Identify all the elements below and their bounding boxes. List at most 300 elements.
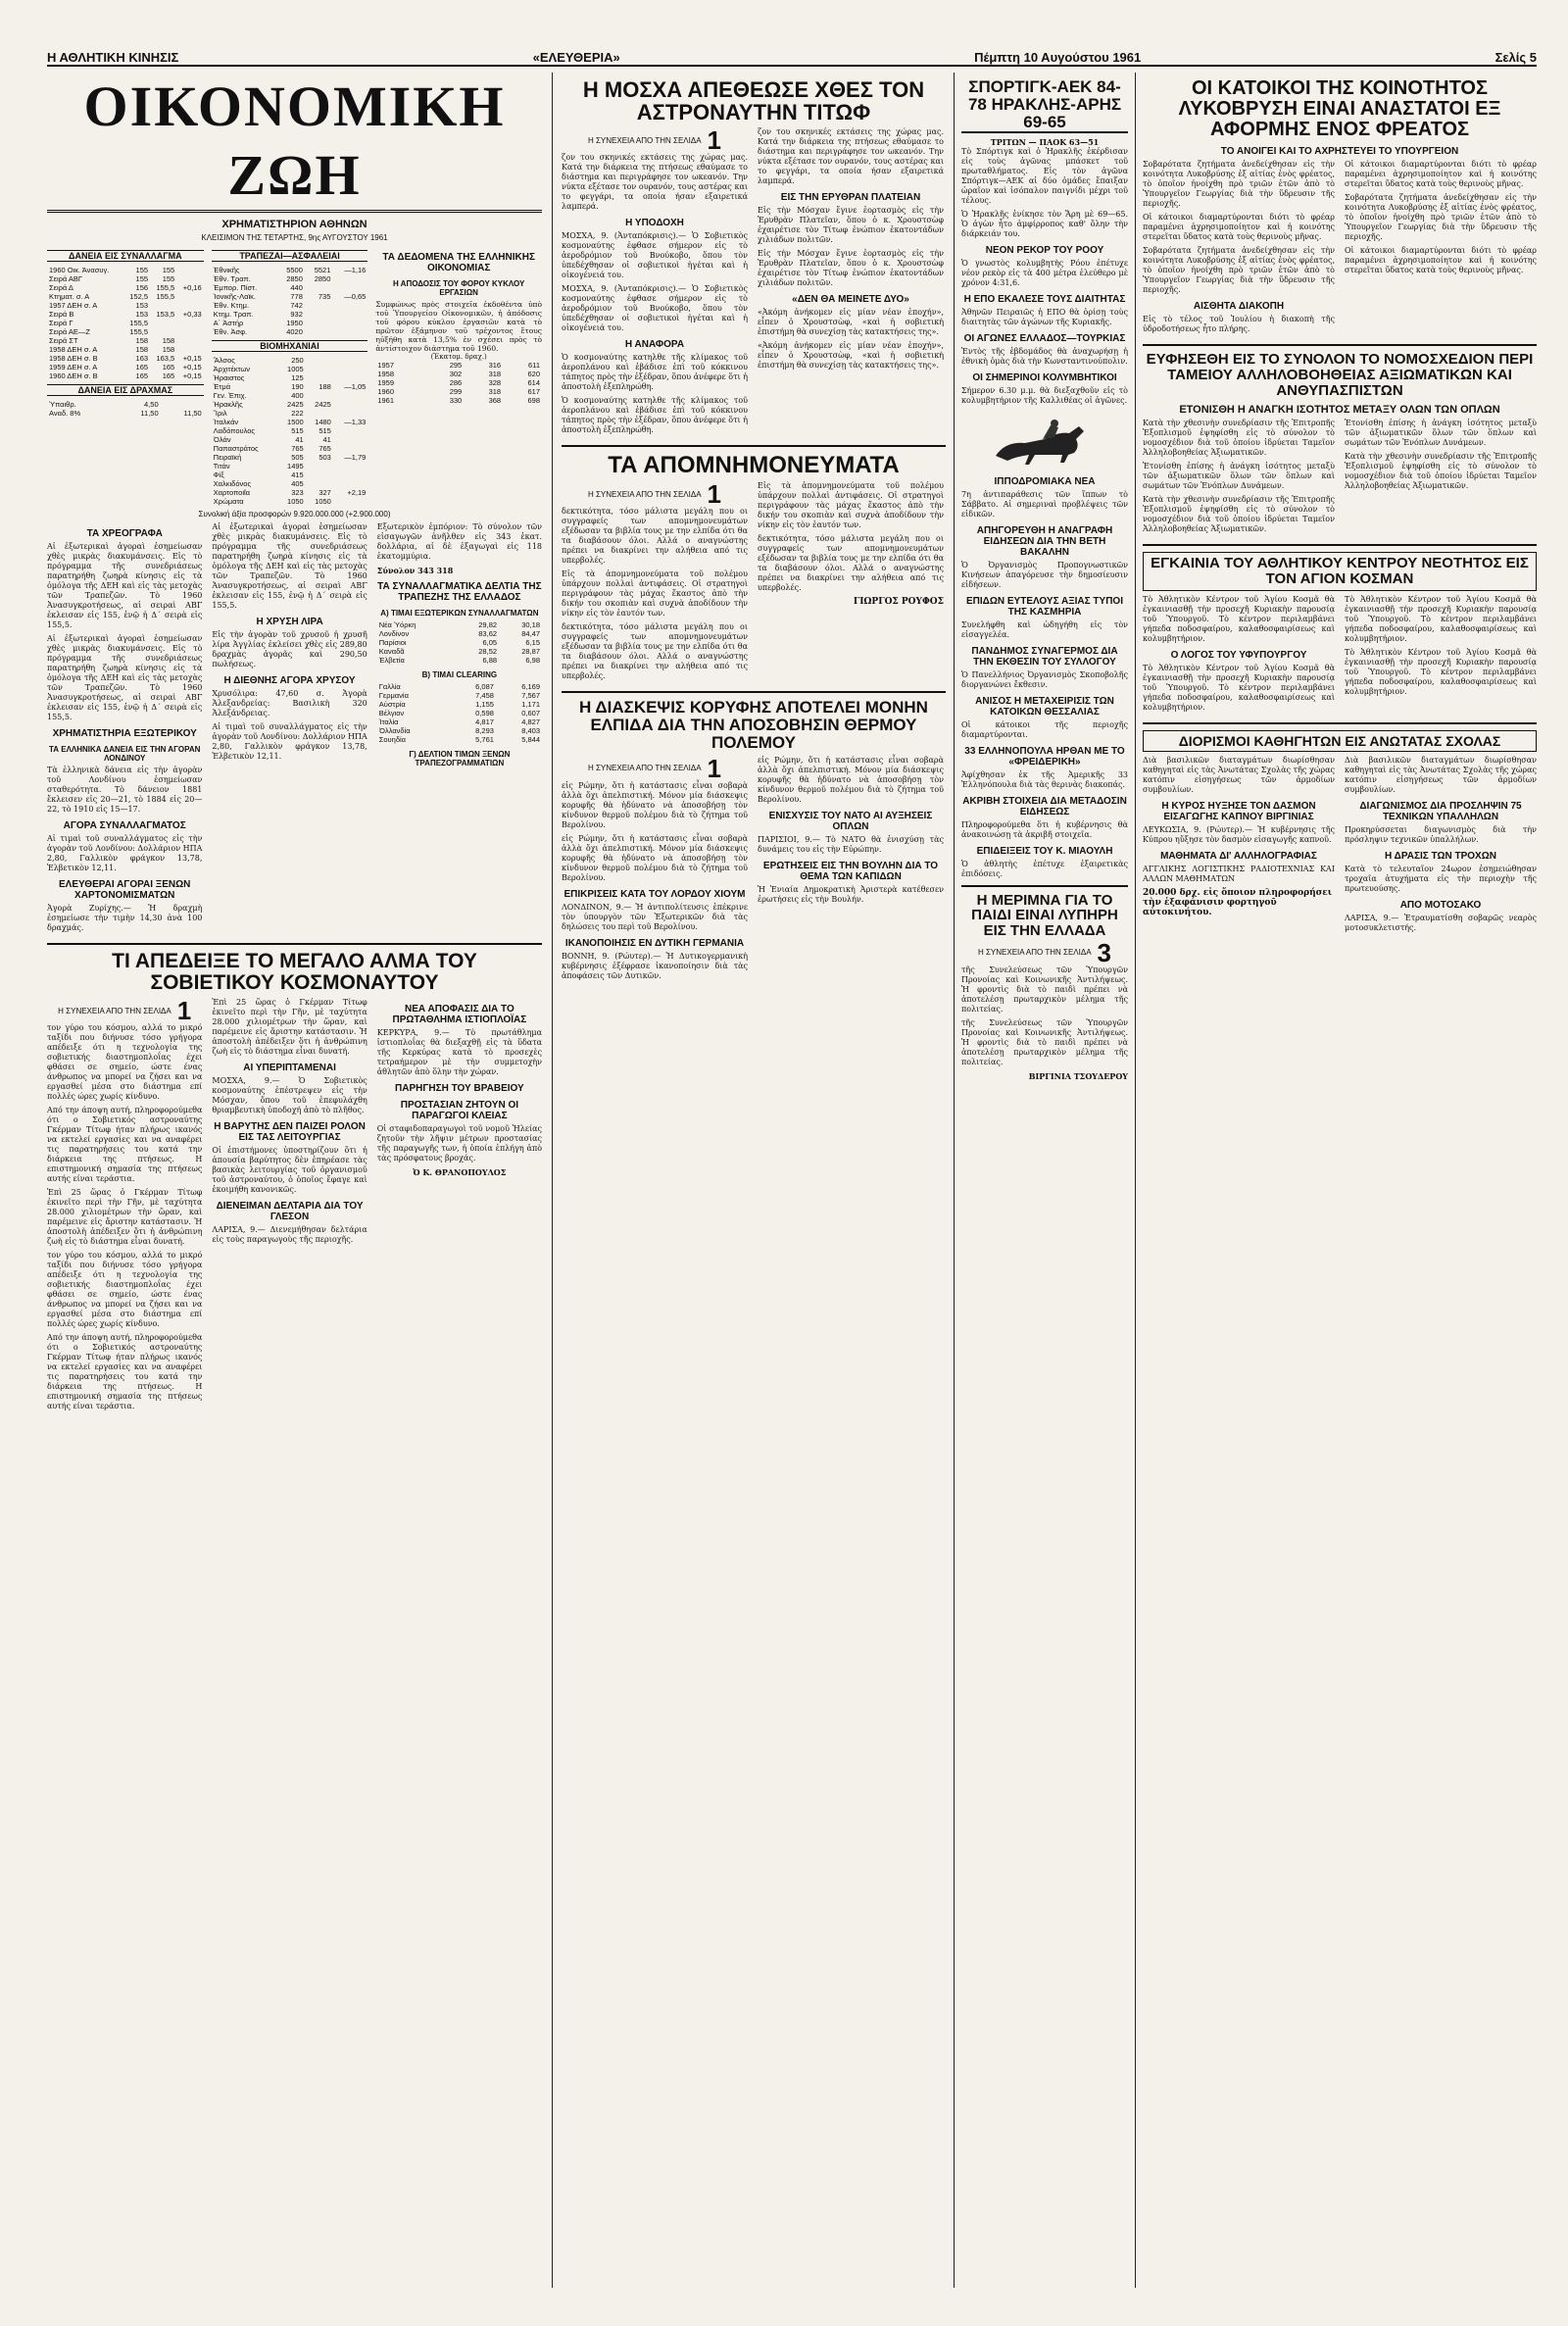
- industry-row: [212, 444, 368, 453]
- appointments-col-b: [1345, 756, 1537, 937]
- table-value-cell: 2850: [286, 274, 303, 283]
- moped-text: ΛΑΡΙΣΑ, 9.— Ἐτραυματίσθη σοβαρῶς νεαρὸς μοτοσυκλετιστής.: [1345, 914, 1537, 933]
- table-value-cell: +0,15: [182, 363, 202, 371]
- masthead-paper-name: «ΕΛΕΥΘΕΡΙΑ»: [532, 50, 620, 65]
- moscow-col-a: [562, 127, 748, 439]
- protest-headline: ΠΡΟΣΤΑΣΙΑΝ ΖΗΤΟΥΝ ΟΙ ΠΑΡΑΓΩΓΟΙ ΚΛΕΙΑΣ: [400, 1100, 518, 1122]
- prize-headline: ΠΑΡΗΓΗΣΗ ΤΟΥ ΒΡΑΒΕΙΟΥ: [395, 1083, 524, 1095]
- table-value-cell: 0,607: [521, 709, 541, 718]
- table-label-cell: Σειρά Γ: [49, 319, 74, 327]
- cosmo-body: [47, 998, 542, 1415]
- table-label-cell: Ὑπαιθρ.: [49, 400, 76, 409]
- table-label-cell: Γεν. Ἐπιχ.: [213, 391, 247, 400]
- table-label-cell: Ἐμπορ. Πίστ.: [213, 283, 258, 292]
- drachma-data-table: [47, 400, 204, 418]
- industry-row: [212, 365, 368, 373]
- loan-row: [47, 274, 204, 283]
- table-value-cell: —0,65: [344, 292, 367, 301]
- table-value-cell: 5,844: [521, 735, 541, 744]
- table-label-cell: Σειρά Β: [49, 310, 74, 319]
- moscow-text-1b: ζον του σκηνικές εκτάσεις της χώρας μας. Κατά την διάρκεια της πτήσεως εθαύμασε το διάστημα και περιγράφησε τον ωκεανόν. Την νύκτα εξέτασε τον ουρανόν, τους αστέρας και το φεγγάρι, τα οποία ήσαν εξαιρετικά λαμπερά.: [758, 127, 944, 186]
- residents-body: [1143, 160, 1537, 338]
- sports-sail-headline: ΝΕΑ ΑΠΟΦΑΣΙΣ ΔΙΑ ΤΟ ΠΡΩΤΑΘΛΗΜΑ ΙΣΤΙΟΠΛΟΪΑΣ: [392, 1004, 527, 1026]
- ext-markets-subhead: ΤΑ ΕΛΛΗΝΙΚΑ ΔΑΝΕΙΑ ΕΙΣ ΤΗΝ ΑΓΟΡΑΝ ΛΟΝΔΙΝΟΥ: [48, 745, 201, 763]
- sports-sub5: ΙΠΠΟΔΡΟΜΙΑΚΑ ΝΕΑ: [994, 475, 1096, 487]
- table-value-cell: +0,33: [182, 310, 202, 319]
- table-value-cell: 41: [322, 435, 331, 444]
- table-value-cell: 1050: [315, 497, 331, 506]
- moscow-body: [562, 127, 946, 439]
- table-label-cell: Βέλγιον: [378, 709, 405, 718]
- cosmo-sub1-text: ΜΟΣΧΑ, 9.— Ὁ Σοβιετικὸς κοσμοναύτης ἐπέστρεψεν εἰς τὴν Μόσχαν, ὅπου τοῦ ἐπεφυλάχθη θριαμβευτικὴ ὑποδοχή ἀπὸ τὸ πλῆθος.: [212, 1076, 368, 1115]
- memoirs-body: [562, 481, 946, 685]
- industry-row: [212, 470, 368, 479]
- sports-center-headline: ΕΓΚΑΙΝΙΑ ΤΟΥ ΑΘΛΗΤΙΚΟΥ ΚΕΝΤΡΟΥ ΝΕΟΤΗΤΟΣ ΕΙΣ ΤΟΝ ΑΓΙΟΝ ΚΟΣΜΑΝ: [1143, 552, 1537, 591]
- table-value-cell: 2425: [287, 400, 304, 409]
- cosmo-sub1: ΑΙ ΥΠΕΡΙΠΤΑΜΕΝΑΙ: [243, 1063, 336, 1074]
- table-value-cell: 286: [449, 378, 463, 387]
- table-value-cell: 153: [135, 310, 149, 319]
- sports-sub6-text: Ὁ Ὀργανισμὸς Προπογνωστικῶν Κινήσεων ἀπαγόρευσε τὴν δημοσίευσιν εἰδήσεων.: [961, 560, 1128, 589]
- table-label-cell: Ἡραιστος: [213, 373, 245, 382]
- table-value-cell: 735: [318, 292, 331, 301]
- section-divider: [562, 445, 946, 447]
- bank-row: [212, 274, 368, 283]
- table-value-cell: 155: [162, 266, 175, 274]
- cosmo-col-b: [212, 998, 367, 1415]
- loan-row: [47, 292, 204, 301]
- sports-sub12: ΕΠΙΔΕΙΞΕΙΣ ΤΟΥ Κ. ΜΙΑΟΥΛΗ: [976, 845, 1113, 857]
- sports-sub11: ΑΚΡΙΒΗ ΣΤΟΙΧΕΙΑ ΔΙΑ ΜΕΤΑΔΟΣΙΝ ΕΙΔΗΣΕΩΣ: [962, 795, 1127, 817]
- sports-sub2: Η ΕΠΟ ΕΚΑΛΕΣΕ ΤΟΥΣ ΔΙΑΙΤΗΤΑΣ: [963, 293, 1126, 305]
- table-value-cell: 6,087: [475, 682, 494, 691]
- table-label-cell: Πειραϊκή: [213, 453, 242, 462]
- table-label-cell: 1959: [377, 378, 395, 387]
- memoirs-text-2: Εἰς τὰ ἀπομνημονεύματα τοῦ πολέμου ὑπάρχουν πολλαὶ ἀντιφάσεις. Οἱ στρατηγοὶ περιγράφουν τὰς μάχας ἕκαστος ἀπὸ τὴν δικήν του σκοπιὰν καὶ συχνὰ ἀποδίδουν τὴν νίκην εἰς τὸν ἑαυτόν των.: [562, 569, 748, 619]
- summit-text: εἰς Ρώμην, ὅτι ἡ κατάστασις εἶναι σοβαρὰ ἀλλὰ ὄχι ἀπελπιστική. Μόνον μία διάσκεψις κορυφῆς θὰ ἠδύνατο νὰ ἀποσοβήσῃ τὸν κίνδυνον θερμοῦ πολέμου διὰ τὸ ζήτημα τοῦ Βερολίνου.: [562, 780, 748, 829]
- clearing-row: [377, 682, 542, 691]
- table-value-cell: 328: [488, 378, 502, 387]
- moscow-sub2: Η ΥΠΟΔΟΧΗ: [625, 218, 684, 229]
- moped-headline: ΑΠΟ ΜΟΤΟΣΑΚΟ: [1399, 900, 1482, 912]
- econ-data-text: Συμφώνως πρὸς στοιχεῖα ἐκδοθέντα ὑπὸ τοῦ Ὑπουργείου Οἰκονομικῶν, ἡ ἀπόδοσις τοῦ φόρου κύκλου ἐργασιῶν κατὰ τὸ πρῶτον ἑξάμηνον τοῦ τρέχοντος ἔτους ηὐξήθη κατὰ 13,5% ἐν σχέσει πρὸς τὸ ἀντίστοιχον διάστημα τοῦ 1960.: [375, 300, 542, 353]
- memoirs-continuation: [562, 479, 748, 510]
- table-value-cell: 316: [488, 361, 502, 370]
- sports-text-2: Ὁ Ἡρακλῆς ἐνίκησε τὸν Ἄρη μὲ 69—65. Ὁ ἀγὼν ἦτο ἀμφίρροπος καθ' ὅλην τὴν διάρκειάν του.: [961, 209, 1128, 238]
- table-value-cell: 165: [162, 371, 175, 380]
- table-label-cell: Ἴριλ: [213, 409, 227, 418]
- table-label-cell: Ἰταλία: [378, 718, 399, 726]
- table-value-cell: 8,403: [521, 726, 541, 735]
- table-value-cell: 318: [488, 370, 502, 378]
- table-value-cell: —1,33: [344, 418, 367, 426]
- table-value-cell: 155: [135, 274, 149, 283]
- stock-text-b: Αἱ ἐξωτερικαὶ ἀγοραὶ ἐσημείωσαν χθὲς μικρὰς διακυμάνσεις. Εἰς τὸ πρόγραμμα τῆς συνεδριάσεως παρατηρήθη ζωηρὰ κίνησις εἰς τὰ ὁμόλογα τῆς ΔΕΗ καὶ εἰς τὰς μετοχὰς τῶν Τραπεζῶν. Τὸ 1960 Ἀνασυγκροτήσεως, αἱ σειραὶ ΑΒΓ ἐκλεισαν εἰς 155, ἐνῷ ἡ Δ΄ σειρὰ εἰς 155,5.: [212, 522, 368, 610]
- table-value-cell: 327: [318, 488, 331, 497]
- table-label-cell: Χρώματα: [213, 497, 244, 506]
- loan-row: [47, 266, 204, 274]
- residents-text-1b: Σοβαρότατα ζητήματα ἀνεδείχθησαν εἰς τὴν κοινότητα Λυκοβρύσης ἐξ αἰτίας ἑνὸς φρέατος, τὸ ὁποῖον ἠνοίχθη πρὸ τριῶν ἐτῶν ἀπὸ τὸ Ὑπουργεῖον Γεωργίας διὰ τὴν ὕδρευσιν τῆς περιοχῆς.: [1143, 246, 1335, 294]
- sports-sub9: ΑΝΙΣΟΣ Η ΜΕΤΑΧΕΙΡΙΣΙΣ ΤΩΝ ΚΑΤΟΙΚΩΝ ΘΕΣΣΑΛΙΑΣ: [975, 695, 1114, 718]
- economy-col-b: [212, 522, 367, 937]
- cosmo-sub3-text: ΛΑΡΙΣΑ, 9.— Διενεμήθησαν δελτάρια εἰς τοὺς παραγωγοὺς τῆς περιοχῆς.: [212, 1225, 368, 1245]
- industry-row: [212, 356, 368, 365]
- sports-headline: ΣΠΟΡΤΙΓΚ-ΑΕΚ 84-78 ΗΡΑΚΛΗΣ-ΑΡΗΣ 69-65: [961, 78, 1128, 133]
- cosmo-sub2: Η ΒΑΡΥΤΗΣ ΔΕΝ ΠΑΙΖΕΙ ΡΟΛΟΝ ΕΙΣ ΤΑΣ ΛΕΙΤΟΥΡΓΙΑΣ: [214, 1121, 366, 1144]
- bank-row: [212, 327, 368, 336]
- traffic-headline: Η ΔΡΑΣΙΣ ΤΩΝ ΤΡΟΧΩΝ: [1385, 851, 1496, 863]
- table-value-cell: 6,169: [521, 682, 541, 691]
- table-value-cell: 2425: [315, 400, 331, 409]
- moscow-sub4-text-b: «Ἀκόμη ἀνήκομεν εἰς μίαν νέαν ἐποχήν», εἶπεν ὁ Χρουστσὼφ, «καὶ ἡ σοβιετικὴ ἐπιστήμη θὰ συνεχίσῃ τὰς κατακτήσεις της».: [758, 341, 944, 371]
- section-divider: [1143, 344, 1537, 346]
- industry-row: [212, 462, 368, 470]
- econ-table-unit: (Ἑκατομ. δραχ.): [430, 353, 487, 361]
- column-rule: [1135, 73, 1136, 2288]
- cosmo-text-1: τον γύρο του κόσμου, αλλά το μικρό ταξίδι που διήνυσε τόσο γρήγορα απέδειξε ότι η τεχνολογία της σοβιετικής διαστημοπλοΐας έχει φθάσει σε σημείο, ώστε ένας άνθρωπος να μπορεί να ζήσει και να εργασθεί μέσα στο διάστημα επί πολλές ώρες χωρίς κίνδυνο.: [47, 1023, 203, 1102]
- table-value-cell: 302: [449, 370, 463, 378]
- econ-sum: Σύνολον 343 318: [376, 566, 454, 575]
- ext-markets-text: Τὰ ἑλληνικὰ δάνεια εἰς τὴν ἀγορὰν τοῦ Λονδίνου ἐσημείωσαν σταθερότητα. Τὸ δάνειον 1881 ἔκλεισεν εἰς 20—21, τὸ 1884 εἰς 20—22, τὸ 1910 εἰς 15—17.: [47, 766, 203, 814]
- memoirs-cont-label: Η ΣΥΝΕΧΕΙΑ ΑΠΟ ΤΗΝ ΣΕΛΙΔΑ: [587, 489, 702, 499]
- child-care-cont-page: 3: [1097, 937, 1112, 967]
- exchange-title: ΧΡΗΜΑΤΙΣΤΗΡΙΟΝ ΑΘΗΝΩΝ: [221, 219, 368, 230]
- clearing-row: [377, 691, 542, 700]
- table-label-cell: Χαλκιδόνος: [213, 479, 252, 488]
- sports-center-col-a: [1143, 595, 1335, 717]
- table-value-cell: 4020: [286, 327, 303, 336]
- summit-sub4-text: Ἡ Ἑνιαία Δημοκρατικὴ Ἀριστερὰ κατέθεσεν ἐρωτήσεις εἰς τὴν Βουλήν.: [758, 884, 944, 904]
- summit-cont-page: 1: [707, 753, 722, 783]
- sports-sub7: ΕΠΙΔΩΝ ΕΥΤΕΛΟΥΣ ΑΞΙΑΣ ΤΥΠΟΙ ΤΗΣ ΚΑΣΜΗΡΙΑ: [966, 595, 1123, 618]
- moscow-sub1-text-b: Εἰς τὴν Μόσχαν ἔγινε ἑορτασμὸς εἰς τὴν Ἐρυθρὰν Πλατεῖαν, ὅπου ὁ κ. Χρουστσὼφ ἐχαιρέτισε τὸν Τίτωφ ἐνώπιον ἑκατοντάδων χιλιάδων πολιτῶν.: [758, 249, 944, 288]
- child-care-continuation: [961, 937, 1128, 967]
- free-markets-text: Ἀγορὰ Ζυρίχης.— Ἡ δραχμὴ ἐσημείωσε τὴν τιμὴν 14,30 ἀνὰ 100 δραχμάς.: [47, 904, 203, 932]
- moscow-cont-page: 1: [707, 125, 722, 156]
- clearing-row: [377, 726, 542, 735]
- summit-body: [562, 753, 946, 985]
- table-value-cell: 1005: [287, 365, 304, 373]
- table-value-cell: 28,52: [478, 647, 498, 656]
- table-value-cell: 250: [291, 356, 304, 365]
- table-value-cell: 614: [527, 378, 540, 387]
- table-value-cell: 155,5: [129, 327, 149, 336]
- table-value-cell: 5521: [314, 266, 331, 274]
- table-value-cell: +0,15: [182, 354, 202, 363]
- loan-row: [47, 336, 204, 345]
- moscow-sub3-text: Ὁ κοσμοναύτης κατηλθε τῆς κλίμακος τοῦ ἀεροπλάνου καὶ ἐβάδισε ἐπὶ τοῦ κόκκινου τάπητος πρὸς τὴν ἐξέδραν, ὅπου ἀνέφερε ὅτι ἡ ἀποστολὴ ἐξεπληρώθη.: [562, 353, 748, 392]
- memoirs-byline: ΓΙΩΡΓΟΣ ΡΟΥΦΟΣ: [853, 597, 944, 608]
- table-value-cell: 1,155: [475, 700, 494, 709]
- traffic-text: Κατὰ τὸ τελευταῖον 24ωρον ἐσημειώθησαν τροχαῖα ἀτυχήματα εἰς τὴν περιοχὴν τῆς πρωτευούσης.: [1345, 865, 1537, 894]
- table-value-cell: 190: [291, 382, 304, 391]
- memoirs-text-2b: Εἰς τὰ ἀπομνημονεύματα τοῦ πολέμου ὑπάρχουν πολλαὶ ἀντιφάσεις. Οἱ στρατηγοὶ περιγράφουν τὰς μάχας ἕκαστος ἀπὸ τὴν δικήν του σκοπιὰν καὶ συχνὰ ἀποδίδουν τὴν νίκην εἰς τὸν ἑαυτόν των.: [758, 481, 944, 530]
- fund-body: [1143, 419, 1537, 538]
- table-value-cell: 83,62: [478, 629, 498, 638]
- child-care-byline: ΒΙΡΓΙΝΙΑ ΤΣΟΥΔΕΡΟΥ: [1028, 1070, 1128, 1081]
- table-value-cell: 156: [135, 283, 149, 292]
- economy-title: ΟΙΚΟΝΟΜΙΚΗ ΖΩΗ: [47, 73, 542, 213]
- sports-center-text-b: Τὸ Ἀθλητικὸν Κέντρον τοῦ Ἁγίου Κοσμᾶ θὰ ἐγκαινιασθῇ τὴν προσεχῆ Κυριακὴν παρουσίᾳ τοῦ Ὑπουργοῦ. Τὸ κέντρον περιλαμβάνει γήπεδα ποδοσφαίρου, καλαθοσφαιρίσεως καὶ κολυμβητήριον.: [1143, 663, 1335, 712]
- table-label-cell: Κτημ. Τραπ.: [213, 310, 254, 319]
- rate-row: [377, 620, 542, 629]
- table-value-cell: 295: [449, 361, 463, 370]
- page-masthead: [47, 39, 1537, 67]
- summit-continuation: [562, 753, 748, 783]
- table-value-cell: 400: [291, 391, 304, 400]
- fx-text-b: Αἱ τιμαὶ τοῦ συναλλάγματος εἰς τὴν ἀγορὰν τοῦ Λονδίνου: Δολλάριον ΗΠΑ 2,80, Γαλλικὸν φράγκον 13,78, Ἑλβετικὸν 12,11.: [212, 722, 368, 761]
- section-divider: [47, 943, 542, 945]
- econ-row: [375, 361, 542, 370]
- table-value-cell: 153: [135, 301, 149, 310]
- fund-text-2: Ἐτονίσθη ἐπίσης ἡ ἀνάγκη ἰσότητος μεταξὺ τῶν ἀξιωματικῶν ὅλων τῶν ὅπλων καὶ σωμάτων τῶν Ἐνόπλων Δυνάμεων.: [1143, 462, 1335, 491]
- loans-header: ΔΑΝΕΙΑ ΕΙΣ ΣΥΝΑΛΛΑΓΜΑ: [47, 250, 204, 262]
- sports-sub10: 33 ΕΛΛΗΝΟΠΟΥΛΑ ΗΡΘΑΝ ΜΕ ΤΟ «ΦΡΕΙΔΕΡΙΚΗ»: [964, 745, 1125, 767]
- table-value-cell: 165: [162, 363, 175, 371]
- fx-text: Αἱ τιμαὶ τοῦ συναλλάγματος εἰς τὴν ἀγορὰν τοῦ Λονδίνου: Δολλάριον ΗΠΑ 2,80, Γαλλικὸν φράγκον 13,78, Ἑλβετικὸν 12,11.: [47, 834, 203, 872]
- table-label-cell: Σειρά ΑΕ—Ζ: [49, 327, 91, 336]
- table-label-cell: Παρίσιοι: [378, 638, 407, 647]
- moscow-sub1-text: Εἰς τὴν Μόσχαν ἔγινε ἑορτασμὸς εἰς τὴν Ἐρυθρὰν Πλατεῖαν, ὅπου ὁ κ. Χρουστσὼφ ἐχαιρέτισε τὸν Τίτωφ ἐνώπιον ἑκατοντάδων χιλιάδων πολιτῶν.: [758, 206, 944, 245]
- gold-headline: Η ΧΡΥΣΗ ΛΙΡΑ: [256, 617, 323, 627]
- ext-trade-text: Εξωτερικὸν ἐμπόριον: Τὸ σύνολον τῶν εἰσαγωγῶν ἀνῆλθεν εἰς 343 ἑκατ. δολλάρια, αἱ δὲ ἐξαγωγαὶ εἰς 118 ἑκατομμύρια.: [376, 522, 542, 561]
- column-rule: [552, 73, 553, 2288]
- econ-data-headline: ΤΑ ΔΕΔΟΜΕΝΑ ΤΗΣ ΕΛΛΗΝΙΚΗΣ ΟΙΚΟΝΟΜΙΑΣ: [382, 252, 535, 273]
- masthead-section: Η ΑΘΛΗΤΙΚΗ ΚΙΝΗΣΙΣ: [47, 50, 179, 65]
- table-value-cell: 158: [135, 345, 149, 354]
- industry-row: [212, 479, 368, 488]
- table-value-cell: 84,47: [521, 629, 541, 638]
- table-value-cell: 505: [291, 453, 304, 462]
- table-value-cell: 515: [318, 426, 331, 435]
- residents-headline: ΟΙ ΚΑΤΟΙΚΟΙ ΤΗΣ ΚΟΙΝΟΤΗΤΟΣ ΛΥΚΟΒΡΥΣΗ ΕΙΝΑΙ ΑΝΑΣΤΑΤΟΙ ΕΞ ΑΦΟΡΜΗΣ ΕΝΟΣ ΦΡΕΑΤΟΣ: [1178, 77, 1501, 140]
- cosmo-cont-page: 1: [176, 996, 192, 1026]
- bank-row: [212, 283, 368, 292]
- industry-row: [212, 373, 368, 382]
- table-label-cell: Ἐθνικῆς: [213, 266, 240, 274]
- residents-text-1: Σοβαρότατα ζητήματα ἀνεδείχθησαν εἰς τὴν κοινότητα Λυκοβρύσης ἐξ αἰτίας ἑνὸς φρέατος, τὸ ὁποῖον ἠνοίχθη πρὸ τριῶν ἐτῶν ἀπὸ τὸ Ὑπουργεῖον Γεωργίας διὰ τὴν ὕδρευσιν τῆς περιοχῆς.: [1143, 160, 1335, 208]
- table-label-cell: 1960 ΔΕΗ σ. Β: [49, 371, 98, 380]
- table-value-cell: 6,98: [525, 656, 541, 665]
- sports-sub5-text: 7η ἀντιπαράθεσις τῶν ἵππων τὸ Σάββατο. Αἱ σημεριναὶ προβλέψεις τῶν εἰδικῶν.: [961, 489, 1128, 519]
- table-label-cell: Ἀρχιτέκτων: [213, 365, 251, 373]
- econ-data-block: [375, 246, 542, 506]
- table-value-cell: 163: [135, 354, 149, 363]
- drachma-header: ΔΑΝΕΙΑ ΕΙΣ ΔΡΑΧΜΑΣ: [47, 384, 204, 396]
- moscow-headline: Η ΜΟΣΧΑ ΑΠΕΘΕΩΣΕ ΧΘΕΣ ΤΟΝ ΑΣΤΡΟΝΑΥΤΗΝ ΤΙΤΩΦ: [582, 77, 925, 125]
- table-value-cell: 7,567: [521, 691, 541, 700]
- table-value-cell: 503: [318, 453, 331, 462]
- loan-row: [47, 327, 204, 336]
- industry-row: [212, 488, 368, 497]
- table-value-cell: 778: [290, 292, 303, 301]
- memoirs-text-1: δεκτικότητα, τόσο μάλιστα μεγάλη που οι συγγραφείς των απομνημονευμάτων εξέδωσαν τα βιβλία τους με την ελπίδα ότι θα τα διαβάσουν όλοι. Αλλά ο αναγνώστης πρέπει να διακρίνει την αλήθεια από τις υπερβολές.: [562, 507, 748, 566]
- econ-row: [375, 396, 542, 405]
- industry-row: [212, 382, 368, 391]
- residents-col-b: [1345, 160, 1537, 338]
- loan-row: [47, 301, 204, 310]
- table-label-cell: Κτηματ. σ. Α: [49, 292, 90, 301]
- clearing-row: [377, 718, 542, 726]
- table-label-cell: Ἰονικῆς-Λαϊκ.: [213, 292, 256, 301]
- table-value-cell: 165: [135, 371, 149, 380]
- loan-row: [47, 354, 204, 363]
- table-value-cell: 6,15: [525, 638, 541, 647]
- econ-row: [375, 370, 542, 378]
- loan-row: [47, 345, 204, 354]
- residents-col-a: [1143, 160, 1335, 338]
- clearing-headline: Β) ΤΙΜΑΙ CLEARING: [421, 670, 498, 679]
- sports-sub11-text: Πληροφορούμεθα ὅτι ἡ κυβέρνησις θὰ ἀνακοινώσῃ τὰ ἀκριβῆ στοιχεῖα.: [961, 819, 1128, 839]
- memoirs-text-1b: δεκτικότητα, τόσο μάλιστα μεγάλη που οι συγγραφείς των απομνημονευμάτων εξέδωσαν τα βιβλία τους με την ελπίδα ότι θα τα διαβάσουν όλοι. Αλλά ο αναγνώστης πρέπει να διακρίνει την αλήθεια από τις υπερβολές.: [562, 622, 748, 681]
- memoirs-cont-page: 1: [707, 479, 722, 510]
- cosmo-cont-label: Η ΣΥΝΕΧΕΙΑ ΑΠΟ ΤΗΝ ΣΕΛΙΔΑ: [58, 1006, 172, 1015]
- sports-center-body: [1143, 595, 1537, 717]
- sports-sub3: ΟΙ ΑΓΩΝΕΣ ΕΛΛΑΔΟΣ—ΤΟΥΡΚΙΑΣ: [963, 332, 1126, 344]
- protest-text: Οἱ σταφιδοπαραγωγοὶ τοῦ νομοῦ Ἠλείας ζητοῦν τὴν λῆψιν μέτρων προστασίας τῆς παραγωγῆς των, ἡ ὁποία ἐπλήγη ἀπὸ τὰς πρόσφατους βροχάς.: [376, 1124, 542, 1163]
- industry-row: [212, 409, 368, 418]
- table-label-cell: Αὐστρία: [378, 700, 406, 709]
- bank-headline: ΤΑ ΣΥΝΑΛΛΑΓΜΑΤΙΚΑ ΔΕΛΤΙΑ ΤΗΣ ΤΡΑΠΕΖΗΣ ΤΗΣ ΕΛΛΑΔΟΣ: [377, 581, 542, 603]
- econ-row: [375, 387, 542, 396]
- table-value-cell: 155,5: [156, 283, 175, 292]
- moscow-text-1: ζον του σκηνικές εκτάσεις της χώρας μας. Κατά την διάρκεια της πτήσεως εθαύμασε το διάστημα και περιγράφησε τον ωκεανόν. Την νύκτα εξέτασε τον ουρανόν, τους αστέρας και το φεγγάρι, τα οποία ήσαν εξαιρετικά λαμπερά.: [562, 153, 748, 212]
- table-value-cell: 1480: [315, 418, 331, 426]
- table-label-cell: 1957 ΔΕΗ σ. Α: [49, 301, 98, 310]
- table-value-cell: 28,87: [521, 647, 541, 656]
- table-value-cell: 153,5: [156, 310, 175, 319]
- cosmo-col-a: [47, 998, 202, 1415]
- economy-col-c: [377, 522, 542, 937]
- loans-data-table: [47, 266, 204, 380]
- table-label-cell: Λονδίνον: [378, 629, 410, 638]
- drachma-row: [47, 400, 204, 409]
- world-gold-headline: Η ΔΙΕΘΝΗΣ ΑΓΟΡΑ ΧΡΥΣΟΥ: [223, 675, 356, 686]
- table-label-cell: Καναδᾶ: [378, 647, 405, 656]
- residents-text-2c: Οἱ κάτοικοι διαμαρτύρονται διότι τὸ φρέαρ παραμένει ἀχρησιμοποίητον καὶ ἡ κοινότης στερεῖται ὕδατος κατὰ τοὺς θερινοὺς μῆνας.: [1345, 246, 1537, 274]
- appointments-body: [1143, 756, 1537, 937]
- table-value-cell: +0,16: [182, 283, 202, 292]
- cosmo-text-2b: Από την άποψη αυτή, πληροφορούμεθα ότι ο Σοβιετικός αστροναύτης Γκέρμαν Τίτωφ ήταν πλήρως ικανός να εκτελεί εργασίες και να αναφέρει τις παρατηρήσεις του κατά την διάρκεια της πτήσεως. Η επιστημονική σημασία της πτήσεως αυτής είναι τεράστια.: [47, 1333, 203, 1411]
- sports-center-text-c: Τὸ Ἀθλητικὸν Κέντρον τοῦ Ἁγίου Κοσμᾶ θὰ ἐγκαινιασθῇ τὴν προσεχῆ Κυριακὴν παρουσίᾳ τοῦ Ὑπουργοῦ. Τὸ κέντρον περιλαμβάνει γήπεδα ποδοσφαίρου, καλαθοσφαιρίσεως καὶ κολυμβητήριον.: [1345, 594, 1537, 643]
- sports-sub3-text: Ἐντὸς τῆς ἑβδομάδος θὰ ἀναχωρήσῃ ἡ ἐθνικὴ ὁμὰς διὰ τὴν Κωνσταντινούπολιν.: [961, 346, 1128, 366]
- child-care-text-b: τῆς Συνελεύσεως τῶν Ὑπουργῶν Προνοίας καὶ Κοινωνικῆς Ἀντιλήψεως. Ἡ φροντὶς διὰ τὸ παιδὶ πρέπει νὰ ἀποτελέσῃ πρωταρχικὸν μέλημα τῆς πολιτείας.: [961, 1017, 1128, 1066]
- moscow-sub3-text-b: Ὁ κοσμοναύτης κατηλθε τῆς κλίμακος τοῦ ἀεροπλάνου καὶ ἐβάδισε ἐπὶ τοῦ κόκκινου τάπητος πρὸς τὴν ἐξέδραν, ὅπου ἀνέφερε ὅτι ἡ ἀποστολὴ ἐξεπληρώθη.: [562, 396, 748, 435]
- table-value-cell: 330: [449, 396, 463, 405]
- cosmo-text-3b: Ἐπὶ 25 ὥρας ὁ Γκέρμαν Τίτωφ ἐκινεῖτο περὶ τὴν Γῆν, μὲ ταχύτητα 28.000 χιλιομέτρων τὴν ὥραν, καὶ παρέμεινε εἰς ἄριστην κατάστασιν. Ἡ ἀποστολὴ ἀπέδειξεν ὅτι ἡ ἀνθρώπινη ζωὴ εἰς τὸ διάστημα εἶναι δυνατή.: [212, 998, 368, 1057]
- table-value-cell: 158: [135, 336, 149, 345]
- cosmo-sub2-text: Οἱ ἐπιστήμονες ὑποστηρίζουν ὅτι ἡ ἀπουσία βαρύτητος δὲν ἐπηρέασε τὰς βασικὰς λειτουργίας τοῦ ὀργανισμοῦ τοῦ ἀστροναύτου, ὁ ὁποῖος ἔφαγε καὶ ἐκοιμήθη κανονικῶς.: [212, 1146, 368, 1195]
- cosmo-col-c: [377, 998, 542, 1415]
- industry-row: [212, 497, 368, 506]
- lessons-text: ΑΓΓΛΙΚΗΣ ΛΟΓΙΣΤΙΚΗΣ ΡΑΔΙΟΤΕΧΝΙΑΣ ΚΑΙ ΑΛΛΩΝ ΜΑΘΗΜΑΤΩΝ: [1143, 865, 1335, 884]
- notes-headline: Γ) ΔΕΛΤΙΟΝ ΤΙΜΩΝ ΞΕΝΩΝ ΤΡΑΠΕΖΟΓΡΑΜΜΑΤΙΩΝ: [409, 750, 511, 767]
- table-label-cell: Ἐθν. Τραπ.: [213, 274, 251, 283]
- child-care-headline: Η ΜΕΡΙΜΝΑ ΓΙΑ ΤΟ ΠΑΙΔΙ ΕΙΝΑΙ ΛΥΠΗΡΗ ΕΙΣ ΤΗΝ ΕΛΛΑΔΑ: [971, 891, 1118, 940]
- cosmo-sub3: ΔΙΕΝΕΙΜΑΝ ΔΕΛΤΑΡΙΑ ΔΙΑ ΤΟΥ ΓΛΕΣΟΝ: [216, 1201, 364, 1223]
- memoirs-col-a: [562, 481, 748, 685]
- loan-row: [47, 363, 204, 371]
- table-label-cell: Α΄ Ἀστήρ: [213, 319, 244, 327]
- table-value-cell: 1500: [287, 418, 304, 426]
- clearing-table: [377, 682, 542, 744]
- bank-row: [212, 301, 368, 310]
- table-value-cell: 158: [162, 336, 175, 345]
- sports-sub12-text: Ὁ ἀθλητὴς ἐπέτυχε ἐξαιρετικὰς ἐπιδόσεις.: [961, 859, 1128, 878]
- table-label-cell: Ἐτμά: [213, 382, 231, 391]
- table-label-cell: Ἄλσος: [213, 356, 235, 365]
- bank-row: [212, 292, 368, 301]
- competition-text: Προκηρύσσεται διαγωνισμὸς διὰ τὴν πρόσληψιν τεχνικῶν ὑπαλλήλων.: [1345, 825, 1537, 845]
- table-value-cell: 932: [290, 310, 303, 319]
- sports-section: [961, 73, 1128, 2288]
- table-label-cell: 1960: [377, 387, 395, 396]
- table-label-cell: Χαρτοποιΐα: [213, 488, 250, 497]
- residents-text-2b: Οἱ κάτοικοι διαμαρτύρονται διότι τὸ φρέαρ παραμένει ἀχρησιμοποίητον καὶ ἡ κοινότης στερεῖται ὕδατος κατὰ τοὺς θερινοὺς μῆνας.: [1345, 160, 1537, 188]
- residents-text-2: Οἱ κάτοικοι διαμαρτύρονται διότι τὸ φρέαρ παραμένει ἀχρησιμοποίητον καὶ ἡ κοινότης στερεῖται ὕδατος κατὰ τοὺς θερινοὺς μῆνας.: [1143, 213, 1335, 241]
- sports-sub1-text: Ὁ γνωστὸς κολυμβητὴς Ρόου ἐπέτυχε νέον ρεκὸρ εἰς τὰ 400 μέτρα ἐλεύθερο μὲ χρόνον 4:31,6.: [961, 258, 1128, 287]
- industry-header: ΒΙΟΜΗΧΑΝΙΑΙ: [212, 340, 368, 352]
- table-value-cell: 4,817: [475, 718, 494, 726]
- industry-row: [212, 453, 368, 462]
- loan-row: [47, 319, 204, 327]
- banks-table: [212, 246, 368, 506]
- industry-row: [212, 435, 368, 444]
- exchange-subtitle: ΚΛΕΙΣΙΜΟΝ ΤΗΣ ΤΕΤΑΡΤΗΣ, 9ης ΑΥΓΟΥΣΤΟΥ 1961: [201, 233, 388, 242]
- table-label-cell: 1957: [377, 361, 395, 370]
- fund-text-2b: Ἐτονίσθη ἐπίσης ἡ ἀνάγκη ἰσότητος μεταξὺ τῶν ἀξιωματικῶν ὅλων τῶν ὅπλων καὶ σωμάτων τῶν Ἐνόπλων Δυνάμεων.: [1345, 419, 1537, 448]
- rate-row: [377, 629, 542, 638]
- child-care-cont-label: Η ΣΥΝΕΧΕΙΑ ΑΠΟ ΤΗΝ ΣΕΛΙΔΑ: [977, 948, 1092, 958]
- bank-row: [212, 319, 368, 327]
- residents-sub2: ΑΙΣΘΗΤΑ ΔΙΑΚΟΠΗ: [1193, 301, 1285, 312]
- summit-sub3: ΕΝΙΣΧΥΣΙΣ ΤΟΥ ΝΑΤΟ ΑΙ ΑΥΞΗΣΕΙΣ ΟΠΛΩΝ: [768, 810, 933, 832]
- table-value-cell: 515: [291, 426, 304, 435]
- moscow-sub2-text: ΜΟΣΧΑ, 9. (Ἀνταπόκρισις).— Ὁ Σοβιετικὸς κοσμοναύτης ἐφθασε σήμερον εἰς τὸ ἀεροδρόμιον τοῦ Βνούκοβο, ὅπου τὸν ὑπεδέχθησαν οἱ σοβιετικοὶ ἡγέται καὶ ἡ οἰκογένειά του.: [562, 231, 748, 280]
- section-divider: [1143, 544, 1537, 546]
- total-value: Συνολική άξία προσφορών 9.920.000.000 (+2.900.000): [198, 510, 391, 519]
- child-care-text: τῆς Συνελεύσεως τῶν Ὑπουργῶν Προνοίας καὶ Κοινωνικῆς Ἀντιλήψεως. Ἡ φροντὶς διὰ τὸ παιδὶ πρέπει νὰ ἀποτελέσῃ πρωταρχικὸν μέλημα τῆς πολιτείας.: [961, 965, 1128, 1014]
- table-value-cell: 318: [488, 387, 502, 396]
- reward-notice: 20.000 δρχ. εἰς ὅποιον πληροφορήσει τὴν ἐξαφάνισιν φορτηγοῦ αὐτοκινήτου.: [1143, 888, 1333, 918]
- table-value-cell: 29,82: [478, 620, 498, 629]
- loan-row: [47, 283, 204, 292]
- table-label-cell: 1958 ΔΕΗ σ. Β: [49, 354, 98, 363]
- table-label-cell: Γερμανία: [378, 691, 409, 700]
- econ-data-table: [375, 361, 542, 405]
- ext-markets-headline: ΧΡΗΜΑΤΙΣΤΗΡΙΑ ΕΞΩΤΕΡΙΚΟΥ: [52, 728, 197, 739]
- table-label-cell: Φίξ: [213, 470, 224, 479]
- section-divider: [1143, 722, 1537, 724]
- appointments-headline: ΔΙΟΡΙΣΜΟΙ ΚΑΘΗΓΗΤΩΝ ΕΙΣ ΑΝΩΤΑΤΑΣ ΣΧΟΛΑΣ: [1143, 730, 1537, 753]
- econ-row: [375, 378, 542, 387]
- stock-text: Αἱ ἐξωτερικαὶ ἀγοραὶ ἐσημείωσαν χθὲς μικρὰς διακυμάνσεις. Εἰς τὸ πρόγραμμα τῆς συνεδριάσεως παρατηρήθη ζωηρὰ κίνησις εἰς τὰ ὁμόλογα τῆς ΔΕΗ καὶ εἰς τὰς μετοχὰς τῶν Τραπεζῶν. Τὸ 1960 Ἀνασυγκροτήσεως, αἱ σειραὶ ΑΒΓ ἐκλεισαν εἰς 155, ἐνῷ ἡ Δ΄ σειρὰ εἰς 155,5.: [47, 542, 203, 629]
- industry-row: [212, 426, 368, 435]
- table-value-cell: 1495: [287, 462, 304, 470]
- sports-center-subhead: Ο ΛΟΓΟΣ ΤΟΥ ΥΦΥΠΟΥΡΓΟΥ: [1170, 649, 1307, 661]
- residents-sub2-text: Εἰς τὸ τέλος τοῦ Ἰουλίου ἡ διακοπὴ τῆς ὑδροδοτήσεως ἦτο πλήρης.: [1143, 315, 1335, 333]
- moscow-sub2-text-b: ΜΟΣΧΑ, 9. (Ἀνταπόκρισις).— Ὁ Σοβιετικὸς κοσμοναύτης ἐφθασε σήμερον εἰς τὸ ἀεροδρόμιον τοῦ Βνούκοβο, ὅπου τὸν ὑπεδέχθησαν οἱ σοβιετικοὶ ἡγέται καὶ ἡ οἰκογένειά του.: [562, 284, 748, 333]
- fx-headline: ΑΓΟΡΑ ΣΥΝΑΛΛΑΓΜΑΤΟΣ: [63, 820, 186, 831]
- sports-sub2-text: Ἀθηνῶν Πειραιῶς ἡ ΕΠΟ θὰ ὁρίσῃ τοὺς διαιτητὰς τῶν ἀγώνων τῆς Κυριακῆς.: [961, 307, 1128, 326]
- fund-col-b: [1345, 419, 1537, 538]
- sports-center-text-d: Τὸ Ἀθλητικὸν Κέντρον τοῦ Ἁγίου Κοσμᾶ θὰ ἐγκαινιασθῇ τὴν προσεχῆ Κυριακὴν παρουσίᾳ τοῦ Ὑπουργοῦ. Τὸ κέντρον περιλαμβάνει γήπεδα ποδοσφαίρου, καλαθοσφαιρίσεως καὶ κολυμβητήριον.: [1345, 647, 1537, 696]
- table-label-cell: 1960 Οικ. Άνασυγ.: [49, 266, 110, 274]
- table-value-cell: 323: [291, 488, 304, 497]
- table-label-cell: Παπαστράτος: [213, 444, 259, 453]
- table-label-cell: Ἡρακλῆς: [213, 400, 243, 409]
- horse-racing-illustration: [986, 412, 1103, 470]
